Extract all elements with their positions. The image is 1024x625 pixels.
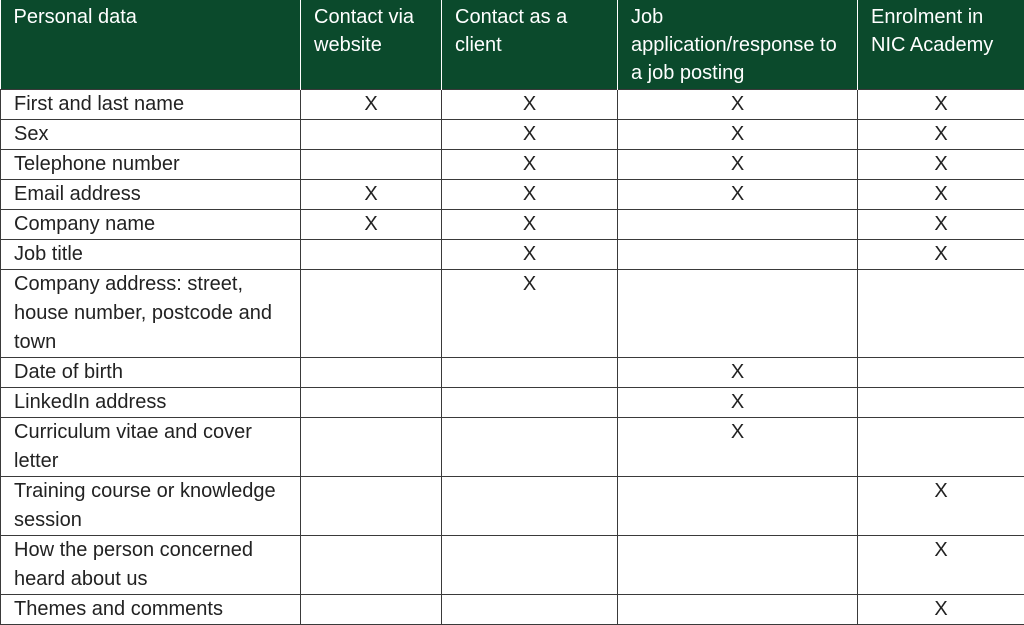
cell-job-application [618, 536, 858, 595]
cell-job-application [618, 210, 858, 240]
cell-contact-as-client: X [442, 180, 618, 210]
cell-enrolment-nic-academy: X [858, 536, 1024, 595]
cell-contact-via-website [301, 270, 442, 358]
cell-contact-via-website [301, 477, 442, 536]
cell-contact-via-website: X [301, 210, 442, 240]
cell-enrolment-nic-academy: X [858, 120, 1024, 150]
row-label: Training course or knowledge session [1, 477, 301, 536]
cell-contact-as-client: X [442, 150, 618, 180]
cell-enrolment-nic-academy: X [858, 595, 1024, 625]
cell-job-application: X [618, 358, 858, 388]
cell-contact-as-client [442, 358, 618, 388]
cell-job-application [618, 477, 858, 536]
cell-contact-via-website [301, 388, 442, 418]
cell-contact-as-client [442, 388, 618, 418]
cell-contact-via-website [301, 536, 442, 595]
cell-job-application: X [618, 418, 858, 477]
table-row [1, 240, 1024, 270]
column-header-enrolment-nic-academy: Enrolment in NIC Academy [858, 0, 1024, 90]
row-label: First and last name [1, 90, 301, 120]
table-row [1, 388, 1024, 418]
cell-contact-via-website [301, 595, 442, 625]
table-body [1, 90, 1024, 625]
cell-contact-as-client: X [442, 120, 618, 150]
table-row [1, 358, 1024, 388]
row-label: Company address: street, house number, postcode and town [1, 270, 301, 358]
cell-job-application [618, 595, 858, 625]
cell-enrolment-nic-academy: X [858, 180, 1024, 210]
cell-contact-as-client [442, 595, 618, 625]
cell-enrolment-nic-academy: X [858, 240, 1024, 270]
cell-enrolment-nic-academy [858, 418, 1024, 477]
cell-enrolment-nic-academy: X [858, 477, 1024, 536]
cell-contact-as-client: X [442, 210, 618, 240]
cell-enrolment-nic-academy [858, 358, 1024, 388]
cell-contact-as-client: X [442, 90, 618, 120]
row-label: Job title [1, 240, 301, 270]
cell-contact-as-client [442, 477, 618, 536]
cell-job-application: X [618, 90, 858, 120]
table-row [1, 270, 1024, 358]
table-row [1, 210, 1024, 240]
row-label: How the person concerned heard about us [1, 536, 301, 595]
cell-enrolment-nic-academy [858, 270, 1024, 358]
table-row [1, 418, 1024, 477]
cell-contact-via-website: X [301, 180, 442, 210]
cell-job-application: X [618, 388, 858, 418]
column-header-contact-as-client: Contact as a client [442, 0, 618, 90]
cell-contact-as-client: X [442, 240, 618, 270]
row-label: LinkedIn address [1, 388, 301, 418]
row-label: Company name [1, 210, 301, 240]
row-label: Date of birth [1, 358, 301, 388]
row-label: Themes and comments [1, 595, 301, 625]
table-row [1, 536, 1024, 595]
cell-contact-via-website [301, 240, 442, 270]
table-row [1, 90, 1024, 120]
cell-contact-via-website [301, 120, 442, 150]
cell-contact-via-website [301, 358, 442, 388]
cell-enrolment-nic-academy: X [858, 210, 1024, 240]
cell-job-application [618, 270, 858, 358]
cell-contact-via-website [301, 150, 442, 180]
table-row [1, 120, 1024, 150]
column-header-contact-via-website: Contact via website [301, 0, 442, 90]
cell-contact-as-client [442, 536, 618, 595]
table-row [1, 595, 1024, 625]
cell-job-application: X [618, 180, 858, 210]
table-row [1, 150, 1024, 180]
table-header-row [1, 0, 1024, 90]
cell-contact-as-client: X [442, 270, 618, 358]
cell-contact-via-website: X [301, 90, 442, 120]
cell-job-application: X [618, 120, 858, 150]
row-label: Sex [1, 120, 301, 150]
cell-enrolment-nic-academy [858, 388, 1024, 418]
cell-job-application [618, 240, 858, 270]
table-row [1, 180, 1024, 210]
table-row [1, 477, 1024, 536]
cell-enrolment-nic-academy: X [858, 150, 1024, 180]
row-label: Curriculum vitae and cover letter [1, 418, 301, 477]
cell-contact-via-website [301, 418, 442, 477]
row-label: Email address [1, 180, 301, 210]
cell-contact-as-client [442, 418, 618, 477]
cell-enrolment-nic-academy: X [858, 90, 1024, 120]
row-label: Telephone number [1, 150, 301, 180]
column-header-job-application: Job application/response to a job posting [618, 0, 858, 90]
cell-job-application: X [618, 150, 858, 180]
column-header-personal-data: Personal data [1, 0, 301, 90]
